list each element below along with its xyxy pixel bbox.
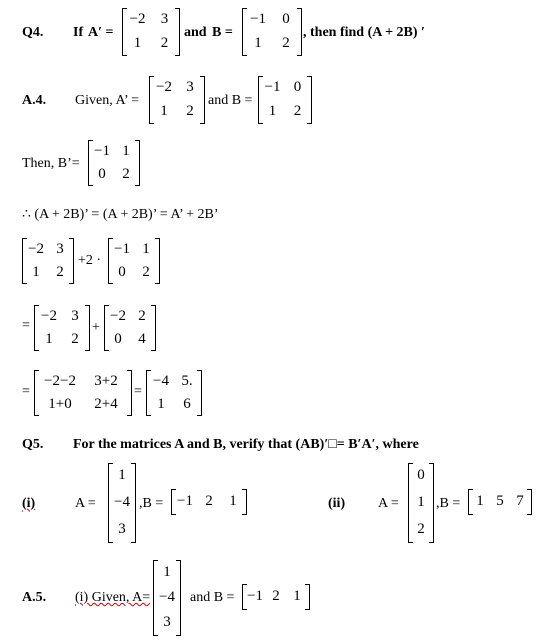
matrix-cell: −1 xyxy=(114,240,130,257)
q4-tail: , then find (A + 2B) ′ xyxy=(303,25,425,40)
matrix-cell: 1 xyxy=(417,494,425,510)
a4-step3-matrix-2 xyxy=(146,370,202,416)
matrix-cell: 2 xyxy=(138,307,146,324)
q5-ii-b: ,B = xyxy=(436,496,461,511)
a4-andb: and B = xyxy=(208,93,253,108)
matrix-cell: −2 xyxy=(41,307,57,324)
matrix-cell: 6 xyxy=(183,395,191,412)
matrix-cell: 0 xyxy=(417,467,425,484)
matrix-cell: 3 xyxy=(163,614,171,631)
matrix-cell: 2 xyxy=(272,588,280,604)
a5-label: A.5. xyxy=(22,590,47,605)
matrix-cell: 5. xyxy=(181,372,193,389)
q5-i-b: ,B = xyxy=(139,496,164,511)
q5-label: Q5. xyxy=(22,437,44,452)
matrix-cell: 2 xyxy=(293,103,302,119)
matrix-cell: 1 xyxy=(229,493,237,509)
matrix-cell: −1 xyxy=(177,493,193,509)
matrix-cell: 2+4 xyxy=(94,395,118,412)
a5-col-a xyxy=(153,560,181,636)
matrix-cell: 3 xyxy=(186,79,194,95)
matrix-cell: −2 xyxy=(28,240,44,257)
a4-given: Given, A’ = xyxy=(75,93,140,108)
a4-step1-matrix-2 xyxy=(108,238,160,284)
matrix-cell: −2 xyxy=(110,307,126,324)
a4-step2-eq: = xyxy=(22,318,30,333)
a4-step2-plus: + xyxy=(92,320,100,335)
matrix-cell: 1 xyxy=(32,263,40,280)
matrix-cell: 2 xyxy=(122,165,130,182)
matrix-cell: 0 xyxy=(98,165,106,182)
a4-matrix-a xyxy=(149,76,205,124)
a4-step3-eq: = xyxy=(22,384,30,399)
a4-then: Then, B’= xyxy=(22,156,80,171)
a4-therefore: ∴ (A + 2B)’ = (A + 2B)’ = A’ + 2B’ xyxy=(22,207,219,222)
a5-given: (i) Given, A= xyxy=(75,590,151,605)
matrix-cell: 1 xyxy=(476,493,484,509)
matrix-cell: 2 xyxy=(71,330,79,347)
q4-matrix-b xyxy=(242,8,302,56)
q5-i-col-a xyxy=(108,463,136,543)
q5-i-a: A = xyxy=(75,496,96,511)
matrix-cell: 3 xyxy=(160,11,169,27)
matrix-cell: −4 xyxy=(153,372,169,389)
matrix-cell: −1 xyxy=(94,142,110,159)
matrix-cell: −4 xyxy=(114,494,130,510)
a4-step3-eq2: = xyxy=(134,384,142,399)
matrix-cell: 1 xyxy=(268,103,277,119)
matrix-cell: 2 xyxy=(205,493,213,509)
matrix-cell: −2−2 xyxy=(44,372,76,389)
matrix-cell: −4 xyxy=(159,589,175,605)
matrix-cell: 0 xyxy=(282,11,290,27)
matrix-cell: 2 xyxy=(56,263,64,280)
a4-step1-op: +2 · xyxy=(78,253,102,268)
q5-text: For the matrices A and B, verify that (AB)′□= B′A′, where xyxy=(73,437,419,452)
matrix-cell: 1 xyxy=(163,563,171,580)
a4-step2-matrix-2 xyxy=(104,305,156,351)
matrix-cell: 1 xyxy=(293,588,301,604)
q4-b: B = xyxy=(212,25,233,40)
matrix-cell: 2 xyxy=(417,520,425,537)
matrix-cell: 3 xyxy=(118,520,126,537)
matrix-cell: 0 xyxy=(114,330,122,347)
matrix-cell: 1 xyxy=(45,330,53,347)
a4-step1-matrix-1 xyxy=(22,238,74,284)
matrix-cell: 0 xyxy=(293,79,302,95)
a4-label: A.4. xyxy=(22,93,47,108)
matrix-cell: 1 xyxy=(133,35,142,51)
matrix-cell: 2 xyxy=(186,103,194,119)
a4-matrix-b xyxy=(258,76,312,124)
a5-row-b xyxy=(242,584,310,610)
a4-step2-matrix-1 xyxy=(34,305,90,351)
matrix-cell: 3+2 xyxy=(94,372,118,389)
matrix-cell: 0 xyxy=(118,263,126,280)
matrix-cell: 1 xyxy=(122,142,130,159)
q4-matrix-a xyxy=(122,8,180,56)
matrix-cell: −2 xyxy=(156,79,172,95)
matrix-cell: 1 xyxy=(160,103,168,119)
matrix-cell: 1 xyxy=(118,467,126,484)
a4-step3-matrix-1 xyxy=(34,370,132,416)
matrix-cell: −1 xyxy=(250,11,266,27)
a5-andb: and B = xyxy=(190,590,235,605)
matrix-cell: 4 xyxy=(138,330,146,347)
matrix-cell: −1 xyxy=(247,588,263,604)
matrix-cell: 3 xyxy=(56,240,64,257)
q5-i-row-b xyxy=(171,489,247,515)
q5-ii-label: (ii) xyxy=(328,496,346,511)
q5-ii-row-b xyxy=(468,489,532,515)
matrix-cell: 7 xyxy=(516,493,524,509)
matrix-cell: 1 xyxy=(254,35,262,51)
matrix-cell: 2 xyxy=(142,263,150,280)
matrix-cell: 1 xyxy=(157,395,165,412)
q5-i-label: (i) xyxy=(22,496,36,511)
matrix-cell: −1 xyxy=(264,79,281,95)
q4-label: Q4. xyxy=(22,25,44,40)
q4-if: If xyxy=(73,25,84,40)
a4-matrix-bt xyxy=(88,140,140,186)
q4-aprime: A′ = xyxy=(88,25,114,40)
matrix-cell: 2 xyxy=(160,35,169,51)
matrix-cell: 1+0 xyxy=(48,395,72,412)
matrix-cell: 1 xyxy=(142,240,150,257)
q5-ii-a: A = xyxy=(378,496,399,511)
matrix-cell: −2 xyxy=(129,11,146,27)
matrix-cell: 5 xyxy=(496,493,504,509)
matrix-cell: 3 xyxy=(71,307,79,324)
q4-and: and xyxy=(184,25,207,40)
q5-ii-col-a xyxy=(408,463,434,543)
matrix-cell: 2 xyxy=(282,35,290,51)
